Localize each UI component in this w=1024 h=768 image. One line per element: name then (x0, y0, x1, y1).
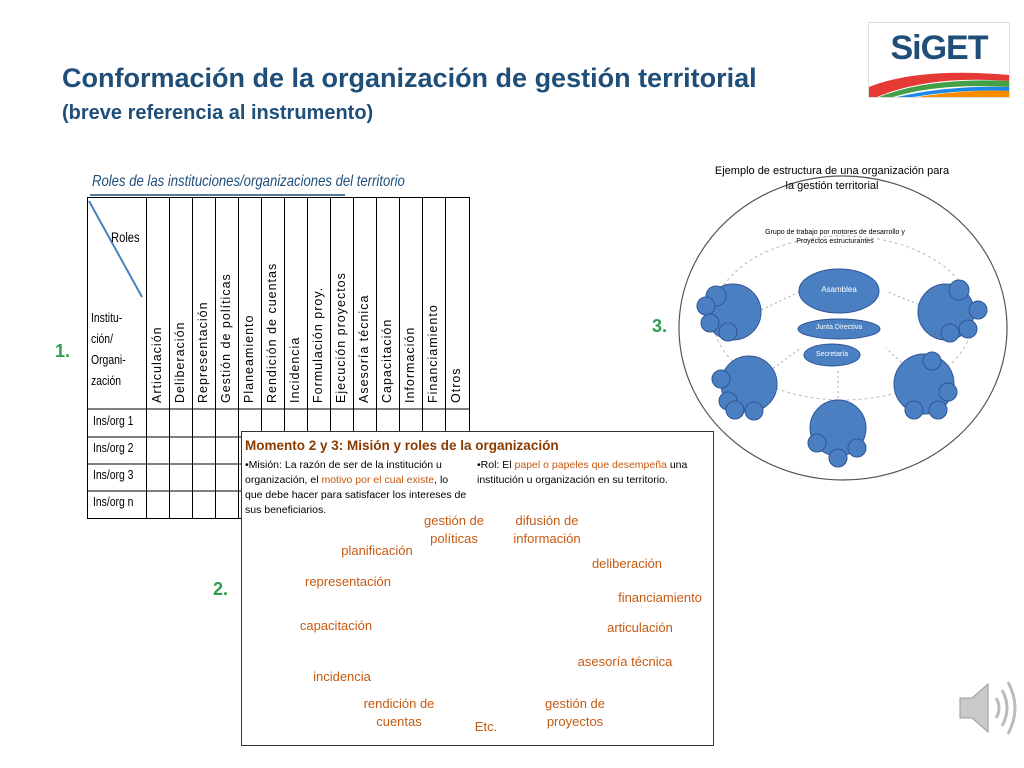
column-label: Gestión de políticas (219, 273, 233, 403)
siget-logo (868, 22, 1010, 98)
keyword-capacitacion: capacitación (299, 618, 373, 633)
column-label: Información (403, 326, 417, 403)
mission-suffix: , lo que debe hacer para satisfacer los intereses de sus beneficiarios. (245, 474, 467, 516)
keyword-gestion-politicas: gestión de políticas (424, 513, 484, 546)
column-label: Formulación proy. (311, 286, 325, 403)
column-label: Capacitación (380, 318, 394, 403)
mission-text (245, 458, 467, 518)
marker-three: 3. (652, 316, 668, 336)
corner-line: Institu- (91, 310, 123, 325)
keyword-gestion-proyectos: gestión de proyectos (545, 696, 605, 729)
keyword-etc: Etc. (474, 719, 498, 734)
table-column-header (169, 197, 193, 519)
node-asamblea: Asamblea (821, 285, 857, 294)
keyword-financiamiento: financiamiento (618, 590, 702, 605)
table-row-label: Ins/org 1 (93, 413, 134, 428)
keyword-representacion: representación (305, 574, 391, 589)
column-label: Planeamiento (242, 314, 256, 403)
table-row-label: Ins/org n (93, 494, 134, 509)
table-title: Roles de las instituciones/organizaciones del territorio (92, 173, 405, 190)
corner-roles: Roles (111, 229, 140, 245)
keyword-rendicion: rendición de cuentas (363, 696, 435, 729)
diagram-title: Ejemplo de estructura de una organización para la gestión territorial (714, 165, 950, 192)
column-label: Representación (196, 301, 210, 403)
role-suffix: una institución u organización en su territorio. (477, 459, 688, 486)
role-prefix: •Rol: El (477, 459, 515, 471)
corner-institucion (91, 307, 126, 391)
mission-prefix: •Misión: La razón de ser de la institución u organización, el (245, 459, 442, 486)
table-column-header (146, 197, 170, 519)
keyword-incidencia: incidencia (313, 669, 371, 684)
column-label: Deliberación (173, 321, 187, 403)
node-secretaria: Secretaría (815, 351, 849, 358)
slide-title: Conformación de la organización de gestión territorial (62, 63, 757, 93)
mission-roles-panel (241, 431, 714, 746)
keyword-planificacion: planificación (341, 543, 413, 558)
table-row-label: Ins/org 3 (93, 467, 134, 482)
node-junta: Junta Directiva (815, 324, 863, 331)
keyword-asesoria: asesoría técnica (577, 654, 673, 669)
diagram-group-label: Grupo de trabajo por motores de desarrollo y Proyectos estructurantes (765, 229, 905, 245)
table-column-header (192, 197, 216, 519)
table-row-label: Ins/org 2 (93, 440, 134, 455)
column-label: Articulación (150, 326, 164, 403)
organization-diagram (676, 158, 1016, 488)
table-column-header (215, 197, 239, 519)
corner-line: ción/ (91, 331, 113, 346)
corner-line: Organi- (91, 352, 126, 367)
panel-title: Momento 2 y 3: Misión y roles de la organización (245, 438, 559, 453)
mission-highlight: motivo por el cual existe (321, 474, 435, 486)
column-label: Otros (449, 367, 463, 403)
logo-stripes (869, 23, 1009, 97)
role-highlight: papel o papeles que desempeña (514, 459, 667, 471)
speaker-icon[interactable] (956, 676, 1022, 740)
marker-one: 1. (55, 341, 71, 361)
role-text (477, 458, 702, 488)
logo-text: SiGET (890, 29, 988, 67)
keyword-articulacion: articulación (607, 620, 673, 635)
column-label: Financiamiento (426, 304, 440, 403)
keyword-difusion: difusión de información (513, 513, 581, 546)
column-label: Ejecución proyectos (334, 272, 348, 403)
column-label: Incidencia (288, 336, 302, 403)
slide-subtitle: (breve referencia al instrumento) (62, 102, 374, 124)
column-label: Rendición de cuentas (265, 262, 279, 403)
corner-line: zación (91, 373, 122, 388)
marker-two: 2. (213, 579, 229, 599)
column-label: Asesoría técnica (357, 294, 371, 403)
keyword-deliberacion: deliberación (591, 556, 663, 571)
